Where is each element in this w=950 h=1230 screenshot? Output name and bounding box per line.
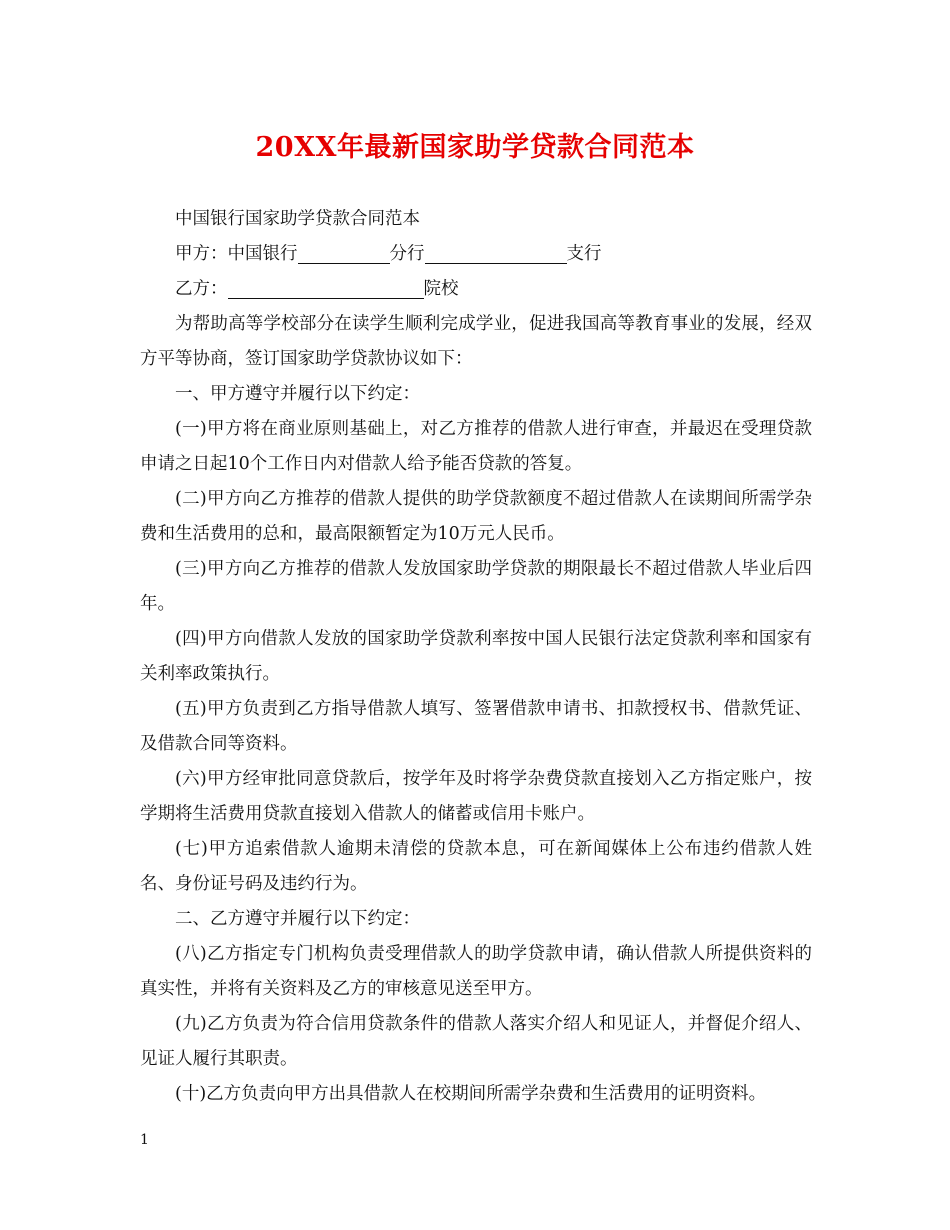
clause-paragraph: (九)乙方负责为符合信用贷款条件的借款人落实介绍人和见证人，并督促介绍人、见证人履行其职责。 <box>140 1014 812 1069</box>
school-blank <box>228 276 424 299</box>
preamble-paragraph: 为帮助高等学校部分在读学生顺利完成学业，促进我国高等教育事业的发展，经双方平等协商，签订国家助学贷款协议如下： <box>140 314 812 369</box>
party-a-middle: 分行 <box>389 244 425 264</box>
sub-branch-blank <box>425 241 567 264</box>
page-number: 1 <box>140 1132 149 1148</box>
party-b-line <box>140 272 812 307</box>
clause-paragraph: (六)甲方经审批同意贷款后，按学年及时将学杂费贷款直接划入乙方指定账户，按学期将生活费用贷款直接划入借款人的储蓄或信用卡账户。 <box>140 769 812 824</box>
clause-paragraph: (二)甲方向乙方推荐的借款人提供的助学贷款额度不超过借款人在读期间所需学杂费和生活费用的总和，最高限额暂定为10万元人民币。 <box>140 489 812 544</box>
clause-paragraph: (十)乙方负责向甲方出具借款人在校期间所需学杂费和生活费用的证明资料。 <box>175 1084 767 1104</box>
party-a-prefix: 甲方：中国银行 <box>175 244 298 264</box>
party-a-line <box>140 237 812 272</box>
contract-subtitle: 中国银行国家助学贷款合同范本 <box>175 209 420 229</box>
party-b-prefix: 乙方： <box>175 279 228 299</box>
clause-paragraph: (七)甲方追索借款人逾期未清偿的贷款本息，可在新闻媒体上公布违约借款人姓名、身份证号码及违约行为。 <box>140 839 812 894</box>
document-title: 20XX年最新国家助学贷款合同范本 <box>255 132 695 163</box>
clause-paragraph: (三)甲方向乙方推荐的借款人发放国家助学贷款的期限最长不超过借款人毕业后四年。 <box>140 559 812 614</box>
section-heading-party-a: 一、甲方遵守并履行以下约定： <box>175 384 420 404</box>
section-heading-party-b: 二、乙方遵守并履行以下约定： <box>175 909 420 929</box>
clause-paragraph: (四)甲方向借款人发放的国家助学贷款利率按中国人民银行法定贷款利率和国家有关利率政策执行。 <box>140 629 812 684</box>
party-a-suffix: 支行 <box>566 244 602 264</box>
clause-paragraph: (八)乙方指定专门机构负责受理借款人的助学贷款申请，确认借款人所提供资料的真实性，并将有关资料及乙方的审核意见送至甲方。 <box>140 944 812 999</box>
document-body <box>140 202 812 1112</box>
branch-blank <box>298 241 390 264</box>
clause-paragraph: (五)甲方负责到乙方指导借款人填写、签署借款申请书、扣款授权书、借款凭证、及借款合同等资料。 <box>140 699 812 754</box>
party-b-suffix: 院校 <box>423 279 459 299</box>
clause-paragraph: (一)甲方将在商业原则基础上，对乙方推荐的借款人进行审查，并最迟在受理贷款申请之日起10个工作日内对借款人给予能否贷款的答复。 <box>140 419 812 474</box>
